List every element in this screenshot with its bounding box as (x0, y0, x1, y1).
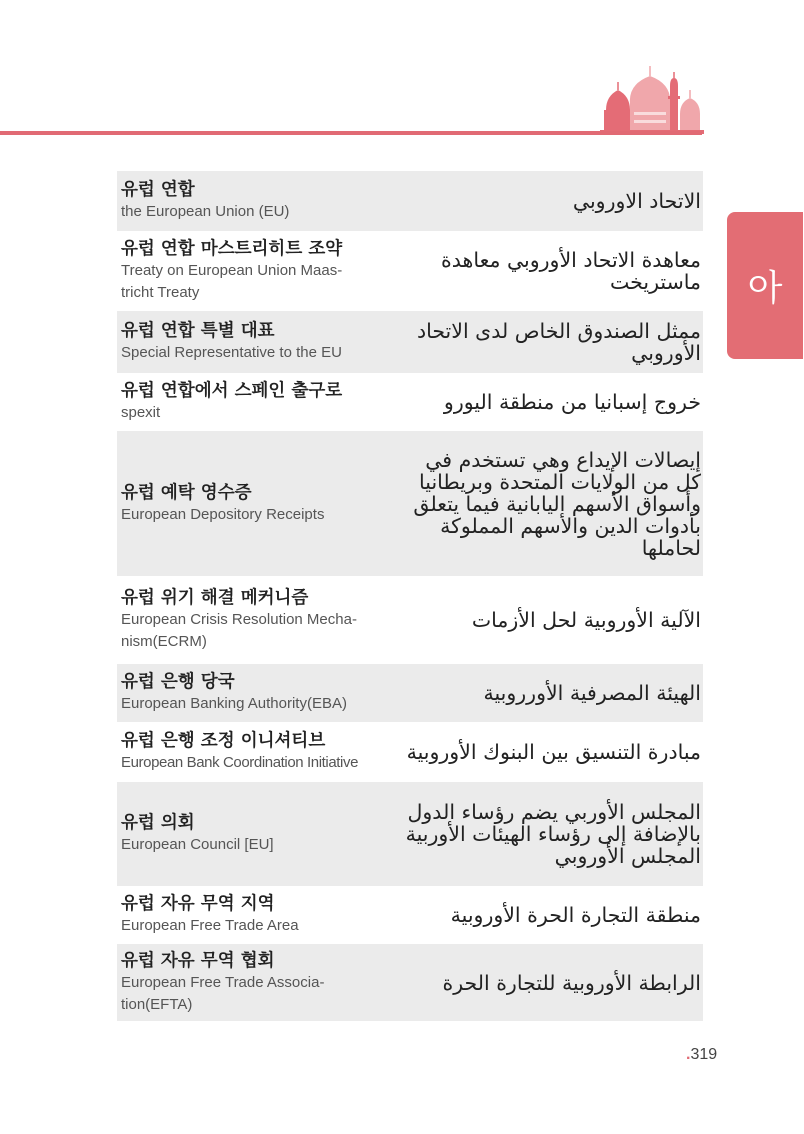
glossary-row (117, 782, 703, 886)
english-term: European Free Trade Area (121, 917, 299, 934)
arabic-term: المجلس الأوربي يضم رؤساء الدول بالإضافة إلى رؤساء الهيئات الأوربية المجلس الأوروبي (405, 800, 701, 868)
arabic-term: خروج إسبانيا من منطقة اليورو (443, 390, 701, 414)
korean-term: 유럽 의회 (121, 813, 195, 833)
korean-term: 유럽 위기 해결 메커니즘 (121, 588, 309, 608)
glossary-row (117, 944, 703, 1021)
glossary-table (117, 171, 703, 1021)
korean-term: 유럽 예탁 영수증 (121, 482, 252, 503)
english-term: spexit (121, 404, 161, 421)
english-term: European Bank Coordination Initiative (121, 754, 359, 771)
arabic-term: مبادرة التنسيق بين البنوك الأوروبية (406, 740, 701, 764)
english-term: European Free Trade Associa- tion(EFTA) (121, 973, 325, 1013)
glossary-row (117, 886, 703, 944)
header-rule (0, 131, 702, 135)
korean-term: 유럽 자유 무역 지역 (121, 894, 275, 914)
arabic-term: إيصالات الإيداع وهي تستخدم في كل من الولايات المتحدة وبريطانيا وأسواق الأسهم اليابانية فيما يتعلق بأدوات الدين والأسهم المملوكة لحاملها (413, 447, 701, 560)
arabic-term: الهيئة المصرفية الأورروبية (483, 681, 701, 705)
english-term: European Crisis Resolution Mecha- nism(ECRM) (121, 611, 357, 650)
page-number: .319 (686, 1046, 718, 1063)
korean-term: 유럽 자유 무역 협회 (121, 950, 275, 971)
english-term: Treaty on European Union Maas- tricht Treaty (121, 262, 343, 301)
arabic-term: الاتحاد الاوروبي (572, 189, 701, 213)
english-term: European Depository Receipts (121, 505, 325, 523)
glossary-row (117, 722, 703, 782)
glossary-row (117, 231, 703, 311)
english-term: European Council [EU] (121, 836, 274, 853)
arabic-term: معاهدة الاتحاد الأوروبي معاهدة ماستريخت (441, 248, 701, 294)
glossary-row (117, 431, 703, 576)
mosque-illustration (600, 60, 704, 134)
korean-term: 유럽 은행 당국 (121, 672, 235, 692)
glossary-row (117, 373, 703, 431)
glossary-row (117, 576, 703, 664)
arabic-term: منطقة التجارة الحرة الأوروبية (450, 903, 701, 927)
arabic-term: ممثل الصندوق الخاص لدى الاتحاد الأوروبي (416, 319, 701, 365)
glossary-row (117, 311, 703, 373)
english-term: Special Representative to the EU (121, 344, 342, 361)
arabic-term: الآلية الأوروبية لحل الأزمات (471, 608, 701, 632)
glossary-row (117, 664, 703, 722)
section-index-letter: 아 (747, 268, 783, 309)
english-term: the European Union (EU) (121, 203, 290, 220)
korean-term: 유럽 연합 마스트리히트 조약 (121, 239, 343, 259)
section-index-tab (727, 212, 803, 359)
english-term: European Banking Authority(EBA) (121, 695, 347, 712)
korean-term: 유럽 연합 (121, 180, 195, 200)
glossary-row (117, 171, 703, 231)
arabic-term: الرابطة الأوروبية للتجارة الحرة (442, 970, 701, 995)
korean-term: 유럽 은행 조정 이니셔티브 (121, 731, 326, 751)
korean-term: 유럽 연합 특별 대표 (121, 321, 275, 341)
korean-term: 유럽 연합에서 스페인 출구로 (121, 381, 343, 401)
